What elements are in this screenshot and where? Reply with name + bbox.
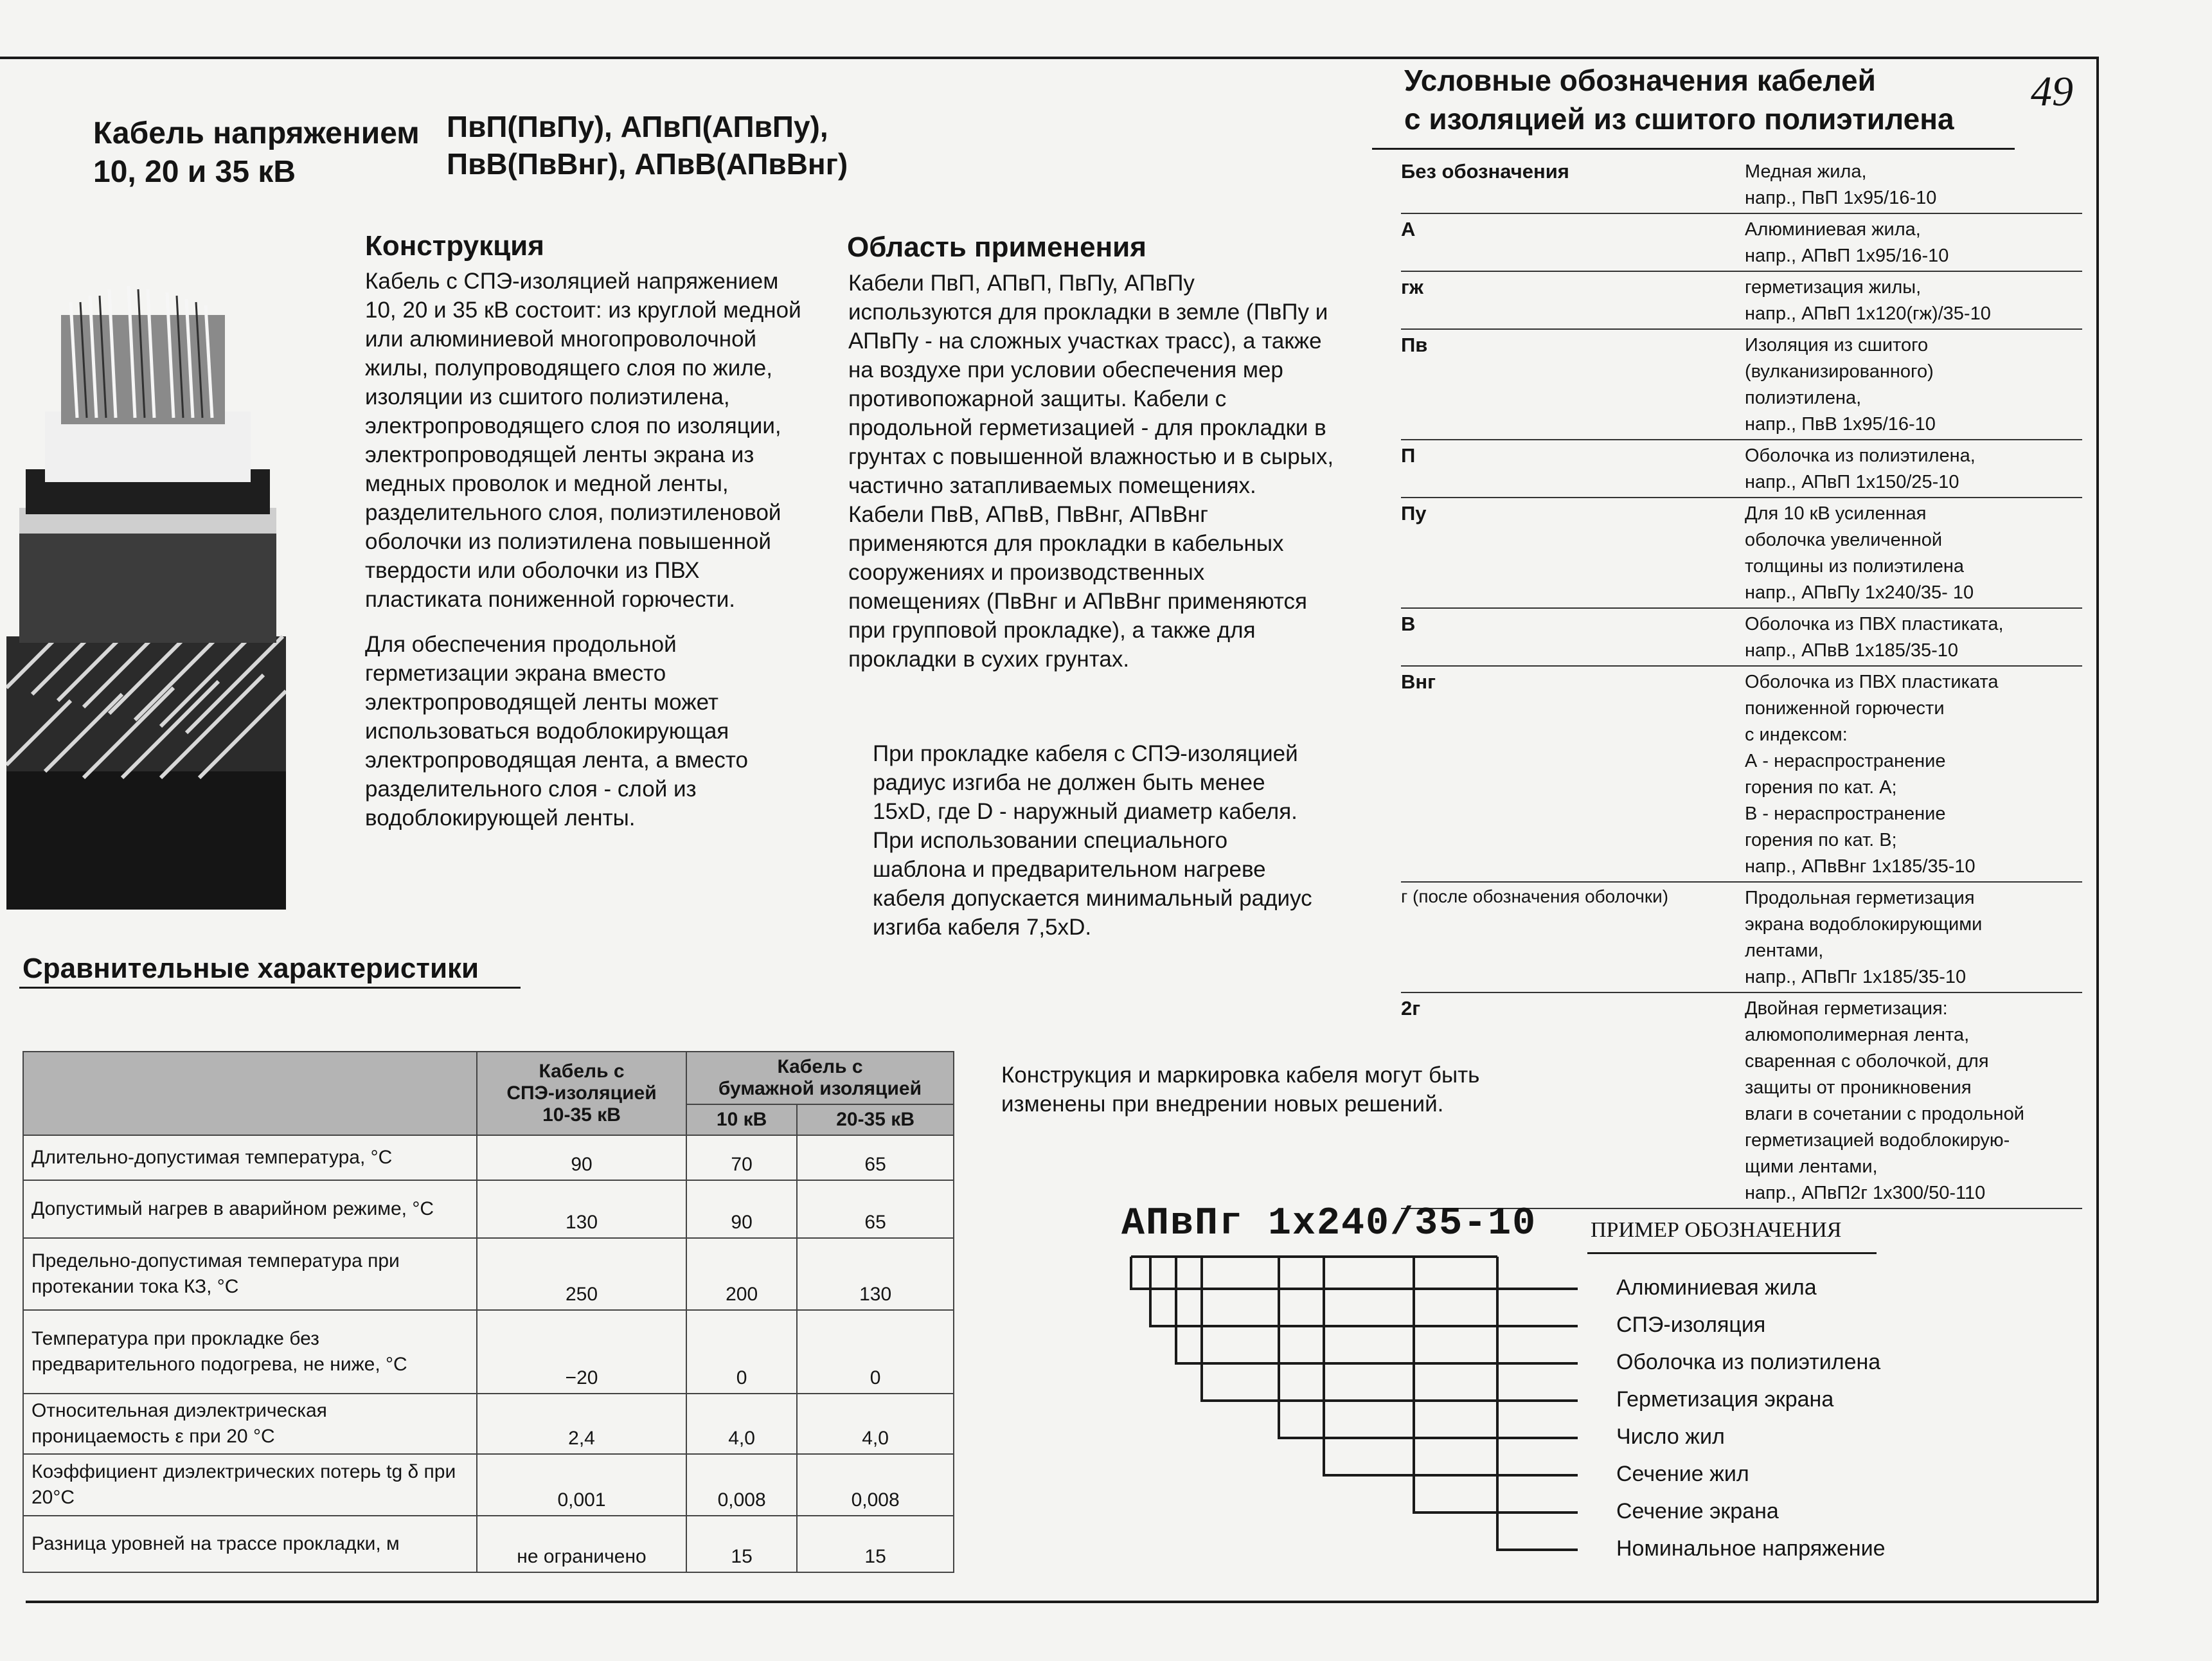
- code-description: Двойная герметизация: алюмополимерная лента, сваренная с оболочкой, для защиты от проникновения влаги в сочетании с продольной герметизацией водоблокирую- щими лентами, напр., АПвП2г 1х300/50-110: [1745, 998, 2024, 1203]
- header-paper-line-2: бумажной изоляцией: [718, 1078, 922, 1099]
- code-key: 2г: [1401, 997, 1421, 1019]
- cable-types-line-2: ПвВ(ПвВнг), АПвВ(АПвВнг): [447, 147, 848, 181]
- legend-item: СПЭ-изоляция: [1616, 1313, 1766, 1337]
- comparison-row-label: Коэффициент диэлектрических потерь tg δ при 20°С: [23, 1454, 477, 1516]
- spe-value: 0,001: [477, 1454, 686, 1516]
- application-paragraph-1: Кабели ПвП, АПвП, ПвПу, АПвПу используются для прокладки в земле (ПвПу и АПвПу - на сложных участках трасс), а также на воздухе при условии обеспечения мер противопожарной защиты. Кабели с продольной герметизацией - для прокладки в грунтах с повышенной влажностью и в сырых, частично затапливаемых помещениях. Кабели ПвВ, АПвВ, ПвВнг, АПвВнг применяются для прокладки в кабельных сооружениях и производственных помещениях (ПвВнг и АПвВнг применяются при групповой прокладке), а также для прокладки в сухих грунтах.: [848, 271, 1334, 672]
- header-spe-line-1: Кабель с: [539, 1061, 625, 1082]
- leader-line: [1131, 1257, 1578, 1289]
- paper-20-35kv-value: 65: [797, 1180, 954, 1238]
- spe-value: 90: [477, 1135, 686, 1180]
- legend-item: Номинальное напряжение: [1616, 1536, 1886, 1561]
- legend-item: Сечение жил: [1616, 1462, 1749, 1486]
- code-key: Пв: [1401, 334, 1428, 356]
- comparison-row-label: Температура при прокладке без предварительного подогрева, не ниже, °С: [23, 1310, 477, 1394]
- code-key: Пу: [1401, 502, 1427, 525]
- paper-20-35kv-value: 0: [797, 1310, 954, 1394]
- comparison-row-label: Допустимый нагрев в аварийном режиме, °С: [23, 1180, 477, 1238]
- spe-value: 2,4: [477, 1394, 686, 1454]
- comparison-row-label: Длительно-допустимая температура, °С: [23, 1135, 477, 1180]
- paper-10kv-value: 15: [686, 1516, 797, 1572]
- paper-20-35kv-value: 65: [797, 1135, 954, 1180]
- page-number: 49: [2031, 68, 2073, 115]
- header-paper-10kv: 10 кВ: [686, 1104, 797, 1135]
- header-spe-line-3: 10-35 кВ: [542, 1104, 621, 1126]
- code-description: Для 10 кВ усиленная оболочка увеличенной толщины из полиэтилена напр., АПвПу 1х240/35- 10: [1745, 503, 1974, 603]
- header-paper-20-35kv: 20-35 кВ: [797, 1104, 954, 1135]
- paper-20-35kv-value: 0,008: [797, 1454, 954, 1516]
- construction-paragraph-1: Кабель с СПЭ-изоляцией напряжением 10, 20 и 35 кВ состоит: из круглой медной или алюминиевой многопроволочной жилы, полупроводящего слоя по жиле, изоляции из сшитого полиэтилена, электропроводящего слоя по изоляции, электропроводящей ленты экрана из медных проволок и медной ленты, разделительного слоя, полиэтиленовой оболочки из полиэтилена повышенной твердости или оболочки из ПВХ пластиката пониженной горючести.: [365, 269, 801, 612]
- comparison-row-label: Относительная диэлектрическая проницаемость ε при 20 °С: [23, 1394, 477, 1454]
- header-spe-line-2: СПЭ-изоляцией: [506, 1082, 657, 1104]
- application-heading: Область применения: [847, 231, 1146, 263]
- paper-20-35kv-value: 130: [797, 1238, 954, 1310]
- leader-line: [1176, 1257, 1578, 1363]
- code-key: Внг: [1401, 670, 1436, 693]
- code-key: П: [1401, 444, 1416, 467]
- paper-10kv-value: 0: [686, 1310, 797, 1394]
- paper-10kv-value: 70: [686, 1135, 797, 1180]
- comparison-row-label: Предельно-допустимая температура при протекании тока КЗ, °С: [23, 1238, 477, 1310]
- code-key: гж: [1401, 276, 1423, 298]
- title-line-1: Кабель напряжением: [93, 116, 420, 150]
- spe-value: 130: [477, 1180, 686, 1238]
- code-key: Без обозначения: [1401, 160, 1569, 183]
- legend-item: Оболочка из полиэтилена: [1616, 1350, 1881, 1374]
- leader-line: [1202, 1257, 1578, 1401]
- code-key: В: [1401, 613, 1416, 635]
- leader-line: [1150, 1257, 1578, 1326]
- codes-heading-line-2: с изоляцией из сшитого полиэтилена: [1404, 102, 1954, 136]
- application-paragraph-2: При прокладке кабеля с СПЭ-изоляцией радиус изгиба не должен быть менее 15хD, где D - наружный диаметр кабеля. При использовании специального шаблона и предварительном нагреве кабеля допускается минимальный радиус изгиба кабеля 7,5хD.: [873, 741, 1312, 940]
- code-description: Продольная герметизация экрана водоблокирующими лентами, напр., АПвПг 1х185/35-10: [1745, 888, 1983, 987]
- header-paper-line-1: Кабель с: [777, 1056, 863, 1077]
- comparison-row-label: Разница уровней на трассе прокладки, м: [23, 1516, 477, 1572]
- paper-20-35kv-value: 4,0: [797, 1394, 954, 1454]
- code-description: Оболочка из полиэтилена, напр., АПвП 1х150/25-10: [1745, 445, 1976, 492]
- legend-item: Герметизация экрана: [1616, 1387, 1834, 1412]
- legend-item: Алюминиевая жила: [1616, 1275, 1817, 1300]
- paper-10kv-value: 200: [686, 1238, 797, 1310]
- code-key: А: [1401, 218, 1416, 240]
- paper-10kv-value: 0,008: [686, 1454, 797, 1516]
- comparison-title: Сравнительные характеристики: [22, 953, 479, 984]
- code-description: Оболочка из ПВХ пластиката пониженной горючести с индексом: А - нераспространение горения по кат. А; В - нераспространение горения по кат. В; напр., АПвВнг 1х185/35-10: [1745, 672, 1999, 877]
- legend-item: Число жил: [1616, 1424, 1725, 1449]
- example-label: ПРИМЕР ОБОЗНАЧЕНИЯ: [1591, 1218, 1842, 1242]
- construction-paragraph-2: Для обеспечения продольной герметизации экрана вместо электропроводящей ленты может использоваться водоблокирующая электропроводящая лента, а вместо разделительного слоя - слой из водоблокирующей ленты.: [365, 632, 749, 830]
- code-description: герметизация жилы, напр., АПвП 1х120(гж)/35-10: [1745, 277, 1991, 324]
- design-change-note: Конструкция и маркировка кабеля могут быть изменены при внедрении новых решений.: [1001, 1063, 1480, 1117]
- code-description: Медная жила, напр., ПвП 1х95/16-10: [1745, 161, 1937, 208]
- spe-value: −20: [477, 1310, 686, 1394]
- code-description: Оболочка из ПВХ пластиката, напр., АПвВ 1х185/35-10: [1745, 614, 2004, 661]
- spe-value: 250: [477, 1238, 686, 1310]
- paper-20-35kv-value: 15: [797, 1516, 954, 1572]
- codes-heading-line-1: Условные обозначения кабелей: [1404, 64, 1876, 97]
- paper-10kv-value: 4,0: [686, 1394, 797, 1454]
- legend-item: Сечение экрана: [1616, 1499, 1779, 1523]
- example-designation: АПвПг 1х240/35-10: [1121, 1202, 1537, 1246]
- title-line-2: 10, 20 и 35 кВ: [93, 155, 296, 189]
- code-description: Алюминиевая жила, напр., АПвП 1х95/16-10: [1745, 219, 1949, 266]
- cable-types-line-1: ПвП(ПвПу), АПвП(АПвПу),: [447, 110, 828, 143]
- paper-10kv-value: 90: [686, 1180, 797, 1238]
- construction-heading: Конструкция: [365, 230, 544, 262]
- leader-line: [1497, 1257, 1578, 1550]
- spe-value: не ограничено: [477, 1516, 686, 1572]
- code-key: г (после обозначения оболочки): [1401, 886, 1669, 906]
- code-description: Изоляция из сшитого (вулканизированного) полиэтилена, напр., ПвВ 1х95/16-10: [1745, 335, 1936, 435]
